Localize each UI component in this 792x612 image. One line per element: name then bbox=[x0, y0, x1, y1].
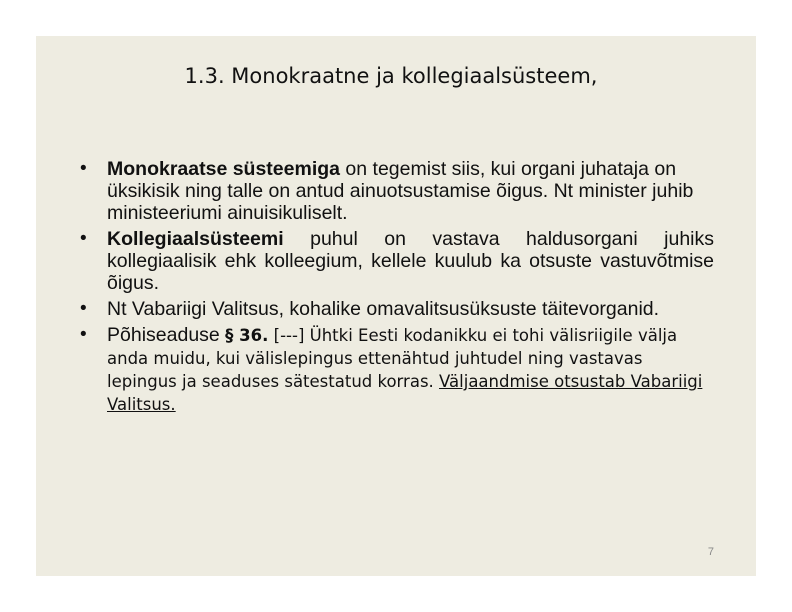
slide bbox=[36, 36, 756, 576]
constitution-label: Põhiseaduse bbox=[107, 324, 226, 346]
bullet-item bbox=[80, 298, 714, 320]
bullet-text: puhul on vastava haldusorgani juhiks kollegiaalisik ehk kolleegium, kellele kuulub ka otsuste vastuvõtmise õigus. bbox=[107, 228, 714, 294]
bullet-dot: • bbox=[80, 324, 87, 345]
term-monokraatne: Monokraatse süsteemiga bbox=[107, 158, 341, 180]
term-kollegiaalsusteem: Kollegiaalsüsteemi bbox=[107, 228, 284, 250]
law-underlined-text: Väljaandmise otsustab Vabariigi Valitsus. bbox=[107, 372, 703, 414]
bullet-item bbox=[80, 324, 714, 416]
bullet-text: on tegemist siis, kui organi juhataja on üksikisik ning talle on antud ainuotsustamise õigus. Nt minister juhib ministeeriumi ainuisikuliselt. bbox=[107, 158, 694, 224]
bullet-item bbox=[80, 158, 714, 224]
bullet-dot: • bbox=[80, 158, 87, 179]
slide-title: 1.3. Monokraatne ja kollegiaalsüsteem, bbox=[184, 64, 598, 88]
bullet-item bbox=[80, 228, 714, 294]
section-number: § 36. bbox=[225, 326, 269, 345]
law-text: [---] Ühtki Eesti kodanikku ei tohi välisriigile välja anda muidu, kui välislepingus ettenähtud juhtudel ning vastavas lepingus ja seaduses sätestatud korras. bbox=[107, 326, 678, 391]
page-number: 7 bbox=[707, 546, 714, 558]
bullet-dot: • bbox=[80, 298, 87, 319]
bullet-dot: • bbox=[80, 228, 87, 249]
bullet-text: Nt Vabariigi Valitsus, kohalike omavalitsusüksuste täitevorganid. bbox=[107, 298, 660, 320]
bullet-list bbox=[80, 158, 714, 420]
